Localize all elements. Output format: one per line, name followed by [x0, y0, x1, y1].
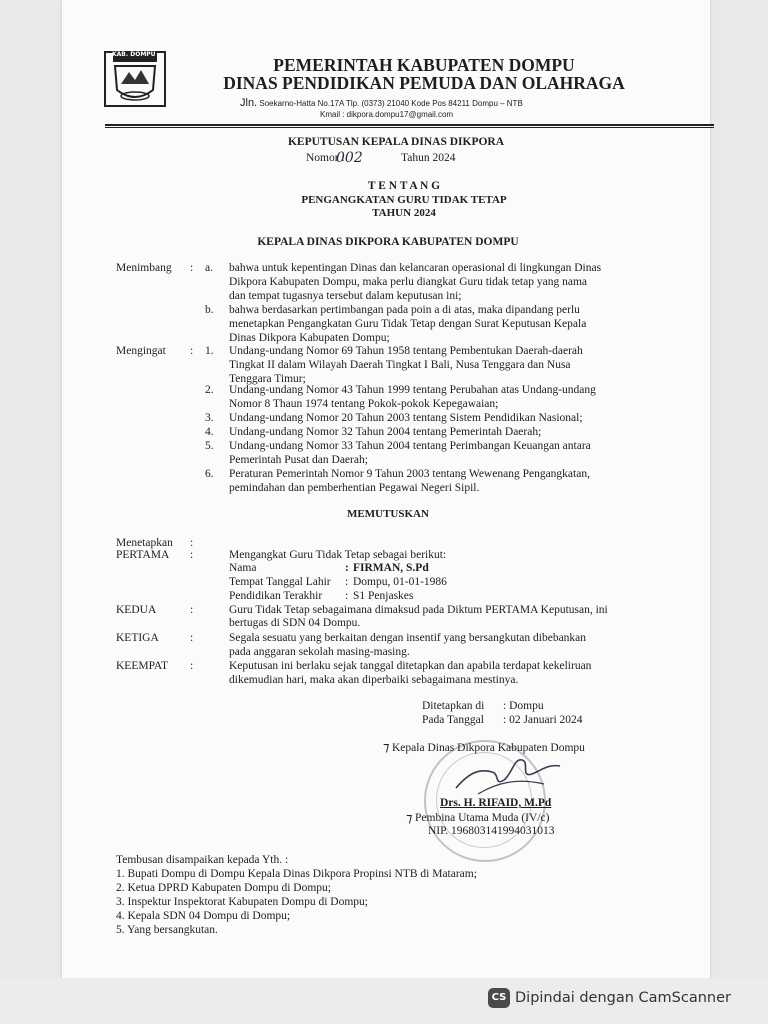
keempat-line: dikemudian hari, maka akan diperbaiki sebagaimana mestinya.	[229, 674, 519, 686]
field-label-education: Pendidikan Terakhir	[229, 590, 323, 602]
menimbang-a-line: Dikpora Kabupaten Dompu, maka perlu diangkat Guru tidak tetap yang nama	[229, 276, 587, 288]
menetapkan-colon: :	[190, 537, 194, 549]
menimbang-b-line: menetapkan Pengangkatan Guru Tidak Tetap dengan Surat Keputusan Kepala	[229, 318, 587, 330]
tembusan-item: 1. Bupati Dompu di Dompu Kepala Dinas Dikpora Propinsi NTB di Mataram;	[116, 868, 477, 880]
memutuskan-heading: MEMUTUSKAN	[347, 508, 429, 520]
signatory-nip: NIP. 196803141994031013	[428, 825, 555, 837]
field-sep-education: :	[345, 590, 349, 602]
issuing-official: KEPALA DINAS DIKPORA KABUPATEN DOMPU	[257, 236, 519, 248]
mengingat-mark-5: 5.	[205, 440, 214, 452]
tembusan-heading: Tembusan disampaikan kepada Yth. :	[116, 854, 289, 866]
menimbang-mark-b: b.	[205, 304, 214, 316]
kedua-label: KEDUA	[116, 604, 157, 616]
place-label: Ditetapkan di	[422, 700, 485, 712]
signatory-rank: Pembina Utama Muda (IV/c)	[415, 812, 550, 824]
pertama-label: PERTAMA	[116, 549, 170, 561]
menetapkan-label: Menetapkan	[116, 537, 173, 549]
mengingat-mark-6: 6.	[205, 468, 214, 480]
mengingat-5-line: Undang-undang Nomor 33 Tahun 2004 tentang Perimbangan Keuangan antara	[229, 440, 591, 452]
camscanner-watermark: Dipindai dengan CamScanner	[515, 990, 732, 1006]
kedua-line: Guru Tidak Tetap sebagaimana dimaksud pada Diktum PERTAMA Keputusan, ini	[229, 604, 608, 616]
menimbang-mark-a: a.	[205, 262, 213, 274]
address-prefix: Jln.	[240, 97, 258, 109]
pertama-text: Mengangkat Guru Tidak Tetap sebagai berikut:	[229, 549, 447, 561]
tentang-heading: T E N T A N G	[367, 180, 441, 192]
mengingat-mark-4: 4.	[205, 426, 214, 438]
agency-address	[240, 97, 523, 109]
pertama-colon: :	[190, 549, 194, 561]
mengingat-1-line: Tenggara Timur;	[229, 373, 306, 385]
decree-heading: KEPUTUSAN KEPALA DINAS DIKPORA	[287, 136, 505, 148]
decree-number-value: 002	[336, 150, 363, 166]
tembusan-item: 2. Ketua DPRD Kabupaten Dompu di Dompu;	[116, 882, 331, 894]
ketiga-line: pada anggaran sekolah masing-masing.	[229, 646, 410, 658]
letterhead-rule-thin	[105, 127, 714, 128]
keempat-line: Keputusan ini berlaku sejak tanggal ditetapkan dan apabila terdapat kekeliruan	[229, 660, 592, 672]
keempat-colon: :	[190, 660, 194, 672]
menimbang-label: Menimbang	[116, 262, 172, 274]
mengingat-5-line: Pemerintah Pusat dan Daerah;	[229, 454, 368, 466]
kedua-line: bertugas di SDN 04 Dompu.	[229, 617, 361, 629]
date-value: : 02 Januari 2024	[503, 714, 583, 726]
signatory-position: Kepala Dinas Dikpora Kabupaten Dompu	[392, 742, 585, 754]
mengingat-2-line: Nomor 8 Thaun 1974 tentang Pokok-pokok Kepegawaian;	[229, 398, 499, 410]
signatory-name: Drs. H. RIFAID, M.Pd	[440, 797, 552, 809]
decree-subject: PENGANGKATAN GURU TIDAK TETAP	[301, 194, 507, 206]
address-text: Soekarno-Hatta No.17A Tlp. (0373) 21040 Kode Pos 84211 Dompu – NTB	[259, 99, 523, 108]
place-value: : Dompu	[503, 700, 544, 712]
menimbang-colon: :	[190, 262, 194, 274]
menimbang-b-line: bahwa berdasarkan pertimbangan pada poin a di atas, maka dipandang perlu	[229, 304, 580, 316]
ketiga-colon: :	[190, 632, 194, 644]
mengingat-3-line: Undang-undang Nomor 20 Tahun 2003 tentang Sistem Pendidikan Nasional;	[229, 412, 583, 424]
mengingat-mark-3: 3.	[205, 412, 214, 424]
mengingat-mark-1: 1.	[205, 345, 214, 357]
kedua-colon: :	[190, 604, 194, 616]
field-label-name: Nama	[229, 562, 257, 574]
mengingat-6-line: pemindahan dan pemberhentian Pegawai Negeri Sipil.	[229, 482, 480, 494]
mengingat-1-line: Undang-undang Nomor 69 Tahun 1958 tentang Pembentukan Daerah-daerah	[229, 345, 583, 357]
decree-year: Tahun 2024	[401, 152, 456, 164]
menimbang-a-line: dan tempat tugasnya tersebut dalam keputusan ini;	[229, 290, 462, 302]
mengingat-label: Mengingat	[116, 345, 166, 357]
keempat-label: KEEMPAT	[116, 660, 168, 672]
field-value-education: S1 Penjaskes	[353, 590, 414, 602]
mengingat-2-line: Undang-undang Nomor 43 Tahun 1999 tentang Perubahan atas Undang-undang	[229, 384, 596, 396]
ketiga-label: KETIGA	[116, 632, 159, 644]
tembusan-item: 5. Yang bersangkutan.	[116, 924, 218, 936]
crest-label: KAB. DOMPU	[112, 51, 156, 58]
government-name: PEMERINTAH KABUPATEN DOMPU	[273, 55, 575, 75]
mengingat-4-line: Undang-undang Nomor 32 Tahun 2004 tentang Pemerintah Daerah;	[229, 426, 542, 438]
camscanner-logo-icon: CS	[488, 988, 510, 1008]
signature-mark-icon: ⁊	[406, 810, 413, 825]
mengingat-colon: :	[190, 345, 194, 357]
mengingat-mark-2: 2.	[205, 384, 214, 396]
field-value-birth: Dompu, 01-01-1986	[353, 576, 447, 588]
tembusan-item: 3. Inspektur Inspektorat Kabupaten Dompu di Dompu;	[116, 896, 368, 908]
field-sep-birth: :	[345, 576, 349, 588]
signature-mark-icon: ⁊	[383, 739, 390, 754]
agency-name: DINAS PENDIDIKAN PEMUDA DAN OLAHRAGA	[223, 73, 625, 93]
field-value-name: FIRMAN, S.Pd	[353, 562, 429, 574]
field-sep-name: :	[345, 562, 349, 574]
ketiga-line: Segala sesuatu yang berkaitan dengan insentif yang bersangkutan dibebankan	[229, 632, 587, 644]
letterhead-rule	[105, 124, 714, 126]
decree-number-label: Nomor :	[306, 152, 345, 164]
menimbang-b-line: Dinas Dikpora Kabupaten Dompu;	[229, 332, 390, 344]
mengingat-1-line: Tingkat II dalam Wilayah Daerah Tingkat I Bali, Nusa Tenggara dan Nusa	[229, 359, 571, 371]
decree-subject-year: TAHUN 2024	[372, 207, 436, 219]
agency-email: Kmail : dikpora.dompu17@gmail.com	[320, 110, 454, 119]
menimbang-a-line: bahwa untuk kepentingan Dinas dan kelancaran operasional di lingkungan Dinas	[229, 262, 602, 274]
mengingat-6-line: Peraturan Pemerintah Nomor 9 Tahun 2003 tentang Wewenang Pengangkatan,	[229, 468, 590, 480]
tembusan-item: 4. Kepala SDN 04 Dompu di Dompu;	[116, 910, 291, 922]
field-label-birth: Tempat Tanggal Lahir	[229, 576, 331, 588]
date-label: Pada Tanggal	[422, 714, 484, 726]
